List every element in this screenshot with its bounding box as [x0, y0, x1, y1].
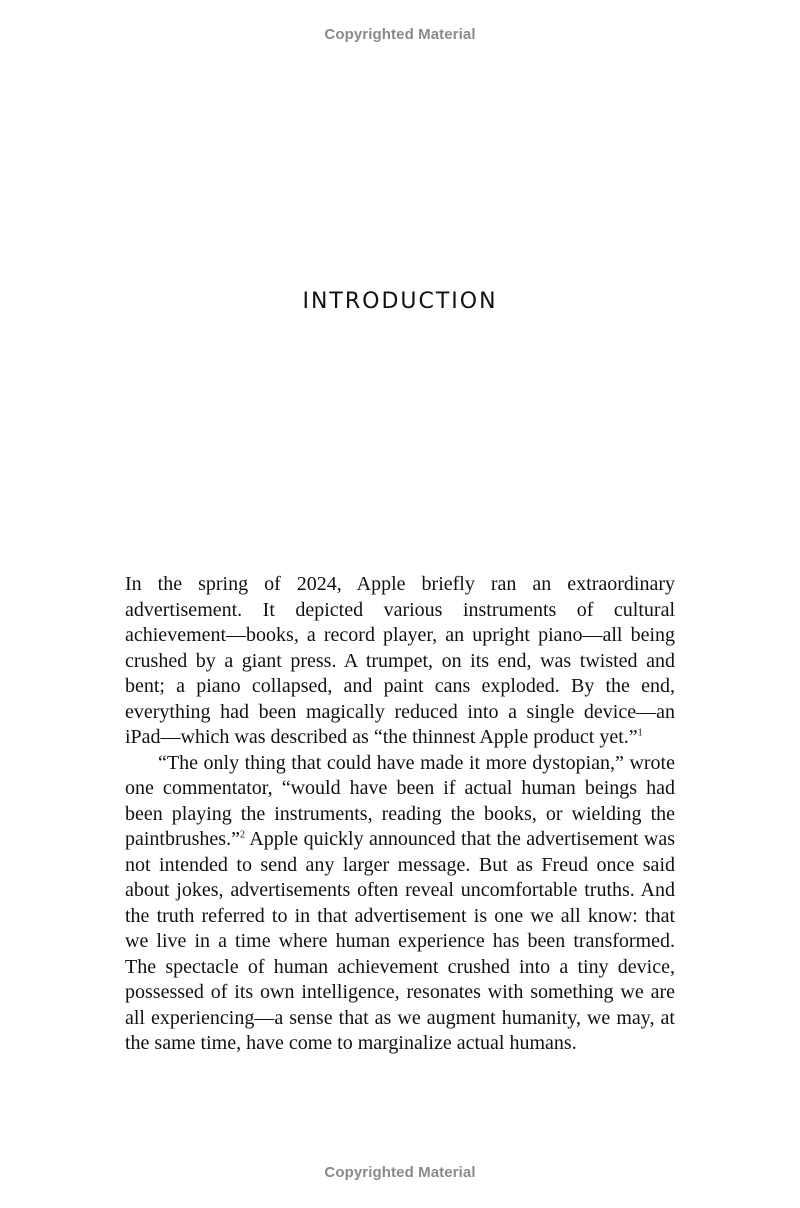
paragraph-2-text-b: Apple quickly announced that the advertisement was not intended to send any larger message. But as Freud once said about jokes, advertisements often reveal uncomfortable truths. And the truth referred to in that advertisement is one we all know: that we live in a time where human experience has been transformed. The spectacle of human achievement crushed into a tiny device, possessed of its own intelligence, resonates with something we are all experiencing—a sense that as we augment humanity, we may, at the same time, have come to marginalize actual humans.: [125, 828, 675, 1054]
chapter-title: INTRODUCTION: [302, 289, 498, 314]
paragraph-1-text: In the spring of 2024, Apple briefly ran an extraordinary advertisement. It depicted various instruments of cultural achievement—books, a record player, an upright piano—all being crushed by a giant press. A trumpet, on its end, was twisted and bent; a piano collapsed, and paint cans exploded. By the end, everything had been magically reduced into a single device—an iPad—which was described as “the thinnest Apple product yet.”: [125, 573, 675, 748]
paragraph-1: [125, 572, 675, 751]
paragraph-2: [125, 751, 675, 1057]
copyright-watermark-top: Copyrighted Material: [324, 26, 476, 43]
body-text: [125, 572, 675, 1057]
paragraph-2-text-a: “The only thing that could have made it more dystopian,” wrote one commentator, “would have been if actual human beings had been playing the instruments, reading the books, or wielding the paintbrushes.”: [125, 751, 675, 850]
copyright-watermark-bottom: Copyrighted Material: [324, 1164, 476, 1181]
footnote-ref-2[interactable]: 2: [239, 829, 245, 841]
footnote-ref-1[interactable]: 1: [637, 727, 643, 739]
